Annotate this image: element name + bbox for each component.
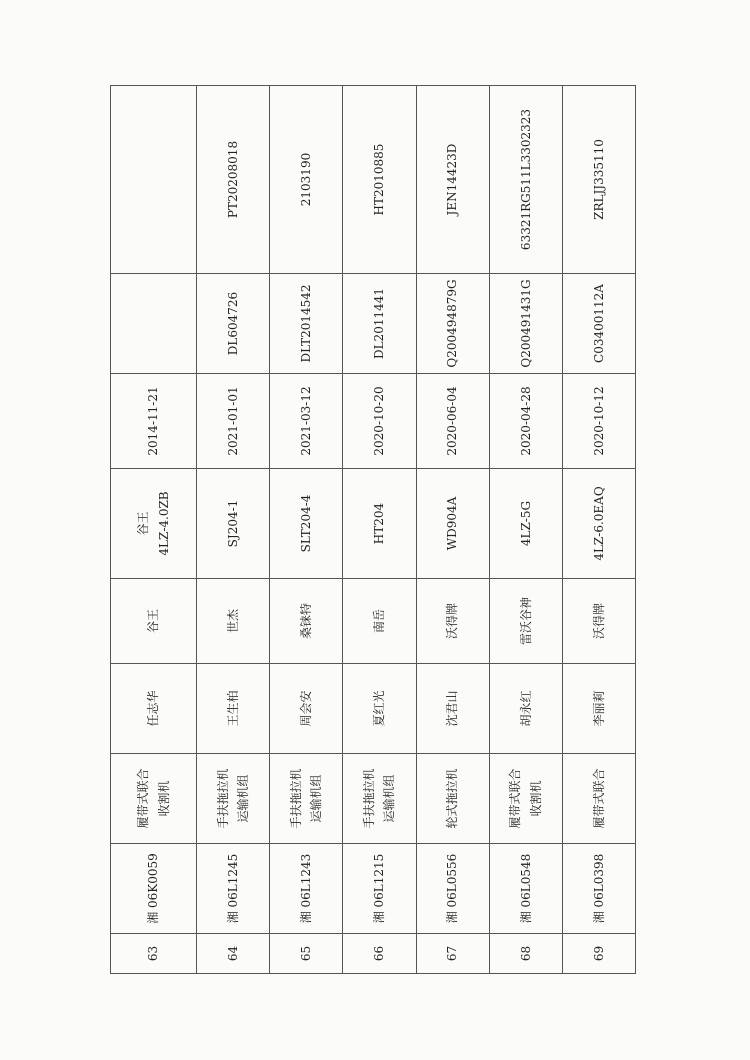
- cell-engine-no: C03400112A: [562, 274, 635, 374]
- cell-model: [270, 469, 343, 579]
- cell-frame-no: ZRLJJ335110: [562, 86, 635, 274]
- cell-plate: 湘 06L1215: [343, 844, 416, 934]
- table-row: [270, 86, 343, 974]
- cell-machine-type: [562, 754, 635, 844]
- cell-frame-no: 2103190: [270, 86, 343, 274]
- cell-machine-type-line: 运输机组: [236, 774, 251, 823]
- cell-plate: 湘 06K0059: [111, 844, 197, 934]
- cell-engine-no: DL604726: [197, 274, 270, 374]
- cell-plate: 湘 06L0556: [416, 844, 489, 934]
- cell-frame-no: JEN14423D: [416, 86, 489, 274]
- table-row: [489, 86, 562, 974]
- cell-model-line: SLT204-4: [299, 494, 314, 553]
- cell-machine-type-line: 手扶拖拉机: [215, 768, 230, 829]
- cell-model: [343, 469, 416, 579]
- cell-owner: 李丽莉: [562, 664, 635, 754]
- cell-date: 2020-10-20: [343, 374, 416, 469]
- cell-owner: 胡永红: [489, 664, 562, 754]
- cell-machine-type-line: 运输机组: [382, 774, 397, 823]
- cell-owner: 任志华: [111, 664, 197, 754]
- cell-brand: 谷王: [111, 579, 197, 664]
- cell-frame-no: 63321RG511L3302323: [489, 86, 562, 274]
- cell-machine-type-line: 轮式拖拉机: [445, 768, 460, 829]
- table-row: [111, 86, 197, 974]
- cell-model: [416, 469, 489, 579]
- cell-date: 2020-10-12: [562, 374, 635, 469]
- table-row: [343, 86, 416, 974]
- cell-no: 67: [416, 934, 489, 974]
- cell-brand: 沃得牌: [562, 579, 635, 664]
- cell-engine-no: [111, 274, 197, 374]
- cell-model-line: 4LZ-6.0EAQ: [591, 486, 606, 561]
- cell-engine-no: Q200494879G: [416, 274, 489, 374]
- cell-machine-type: [197, 754, 270, 844]
- cell-date: 2014-11-21: [111, 374, 197, 469]
- cell-machine-type-line: 履带式联合: [136, 768, 151, 829]
- cell-no: 63: [111, 934, 197, 974]
- cell-machine-type-line: 手扶拖拉机: [288, 768, 303, 829]
- cell-date: 2020-04-28: [489, 374, 562, 469]
- registration-table: [110, 85, 636, 974]
- cell-no: 66: [343, 934, 416, 974]
- cell-machine-type-line: 收割机: [528, 780, 543, 817]
- cell-model-line: HT204: [372, 502, 387, 545]
- cell-frame-no: HT2010885: [343, 86, 416, 274]
- cell-model-line: 谷王: [136, 511, 151, 536]
- cell-model: [111, 469, 197, 579]
- cell-model-line: 4LZ-5G: [518, 500, 533, 547]
- cell-owner: 王生柏: [197, 664, 270, 754]
- cell-engine-no: DL2011441: [343, 274, 416, 374]
- cell-plate: 湘 06L1245: [197, 844, 270, 934]
- cell-no: 64: [197, 934, 270, 974]
- cell-brand: 沃得牌: [416, 579, 489, 664]
- cell-machine-type: [111, 754, 197, 844]
- cell-model: [489, 469, 562, 579]
- cell-no: 69: [562, 934, 635, 974]
- table-row: [562, 86, 635, 974]
- cell-frame-no: PT20208018: [197, 86, 270, 274]
- cell-model: [562, 469, 635, 579]
- table-row: [416, 86, 489, 974]
- cell-machine-type-line: 履带式联合: [508, 768, 523, 829]
- cell-engine-no: DLT2014542: [270, 274, 343, 374]
- cell-model-line: 4LZ-4.0ZB: [156, 491, 171, 556]
- cell-owner: 沈君山: [416, 664, 489, 754]
- cell-machine-type: [343, 754, 416, 844]
- cell-owner: 夏红光: [343, 664, 416, 754]
- cell-brand: 南岳: [343, 579, 416, 664]
- cell-machine-type: [416, 754, 489, 844]
- cell-no: 65: [270, 934, 343, 974]
- cell-plate: 湘 06L0548: [489, 844, 562, 934]
- cell-frame-no: [111, 86, 197, 274]
- cell-date: 2020-06-04: [416, 374, 489, 469]
- cell-date: 2021-03-12: [270, 374, 343, 469]
- cell-machine-type-line: 运输机组: [309, 774, 324, 823]
- cell-model: [197, 469, 270, 579]
- cell-brand: 雷沃谷神: [489, 579, 562, 664]
- cell-machine-type: [270, 754, 343, 844]
- cell-model-line: WD904A: [445, 496, 460, 551]
- cell-plate: 湘 06L0398: [562, 844, 635, 934]
- cell-owner: 周会安: [270, 664, 343, 754]
- cell-no: 68: [489, 934, 562, 974]
- registration-table-wrapper: [110, 86, 636, 974]
- cell-brand: 世杰: [197, 579, 270, 664]
- cell-machine-type-line: 收割机: [156, 780, 171, 817]
- cell-machine-type-line: 手扶拖拉机: [362, 768, 377, 829]
- cell-model-line: SJ204-1: [226, 499, 241, 548]
- cell-machine-type: [489, 754, 562, 844]
- cell-date: 2021-01-01: [197, 374, 270, 469]
- cell-machine-type-line: 履带式联合: [591, 768, 606, 829]
- cell-plate: 湘 06L1243: [270, 844, 343, 934]
- table-row: [197, 86, 270, 974]
- cell-brand: 桑铼特: [270, 579, 343, 664]
- cell-engine-no: Q200491431G: [489, 274, 562, 374]
